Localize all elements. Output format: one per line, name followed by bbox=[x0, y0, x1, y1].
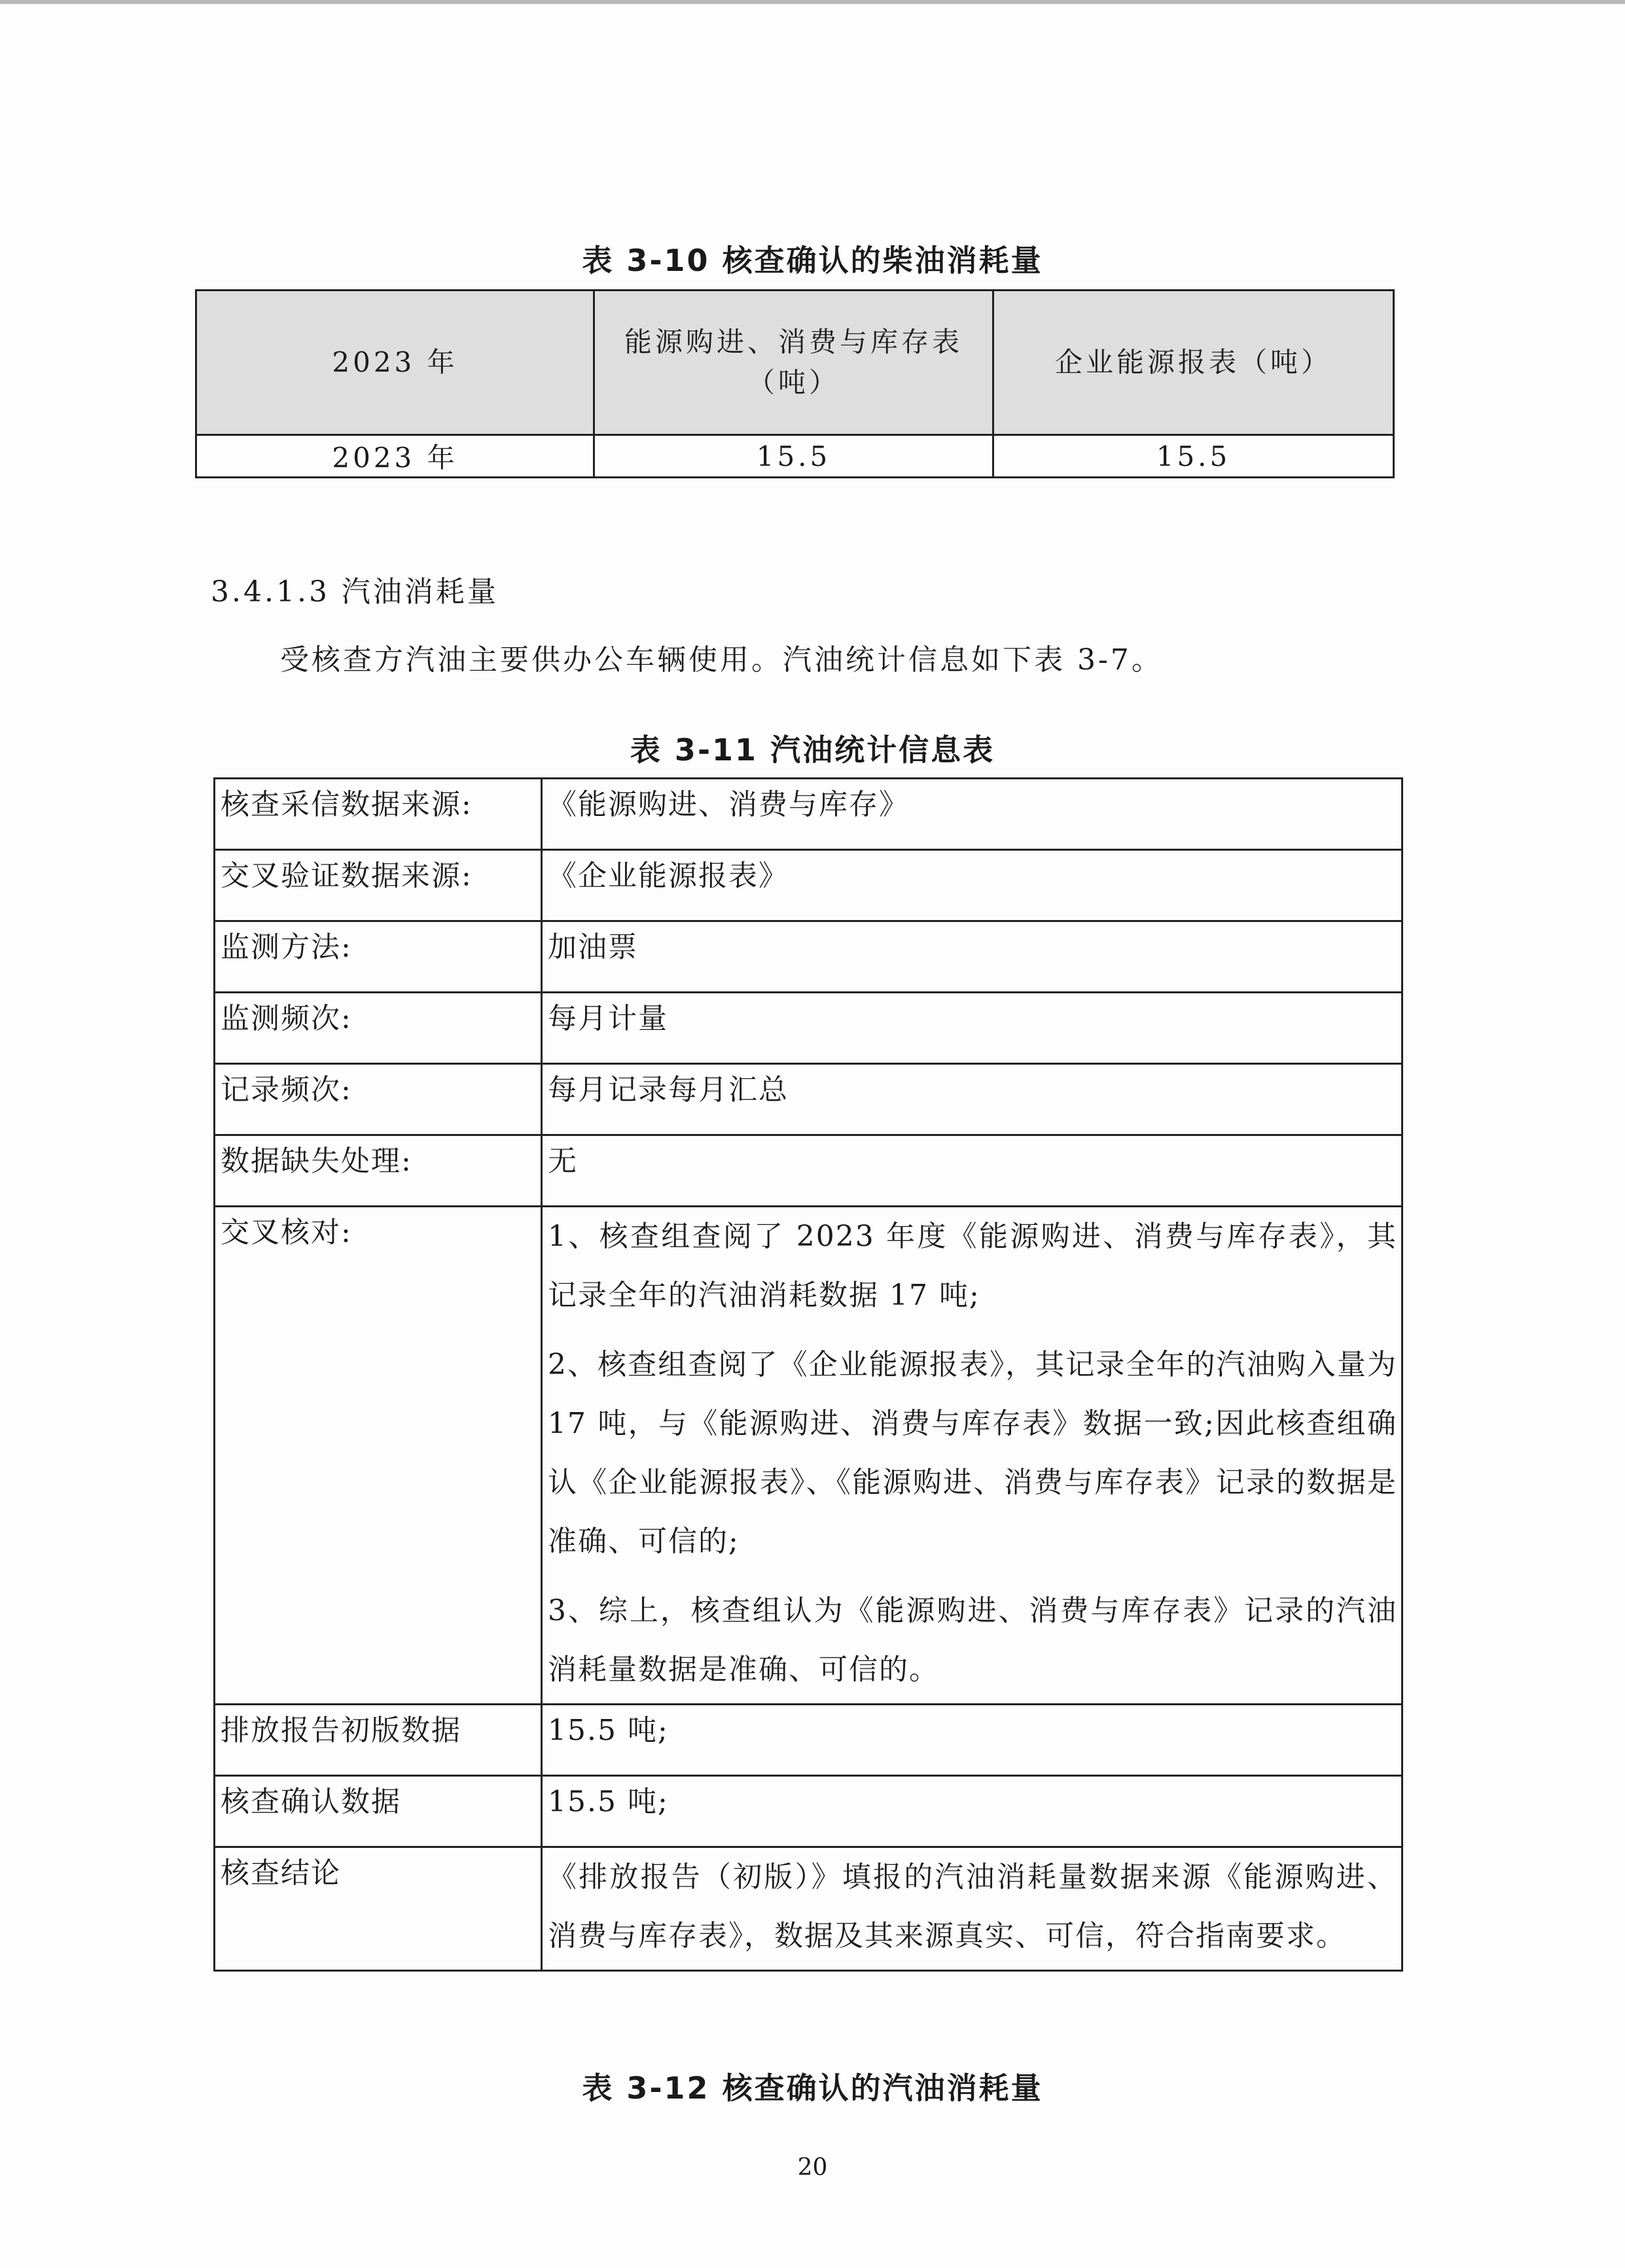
row-key: 核查结论 bbox=[215, 1847, 542, 1971]
row-value: 15.5 吨; bbox=[542, 1705, 1402, 1776]
section-heading: 3.4.1.3 汽油消耗量 bbox=[211, 575, 499, 609]
table-row bbox=[215, 1776, 1402, 1847]
row-key: 交叉核对: bbox=[215, 1207, 542, 1705]
table-row bbox=[215, 993, 1402, 1064]
row-key: 监测频次: bbox=[215, 993, 542, 1064]
row-value: 15.5 吨; bbox=[542, 1776, 1402, 1847]
row-value: 每月记录每月汇总 bbox=[542, 1064, 1402, 1135]
table-header-row bbox=[196, 291, 1394, 435]
row-key: 核查采信数据来源: bbox=[215, 779, 542, 850]
header-energy-purchase: 能源购进、消费与库存表（吨） bbox=[594, 291, 993, 435]
table-row bbox=[196, 435, 1394, 478]
table-row bbox=[215, 921, 1402, 993]
table-3-10-caption: 表 3-10 核查确认的柴油消耗量 bbox=[582, 243, 1043, 278]
row-key: 交叉验证数据来源: bbox=[215, 850, 542, 921]
row-value: 《企业能源报表》 bbox=[542, 850, 1402, 921]
table-3-12-caption: 表 3-12 核查确认的汽油消耗量 bbox=[582, 2070, 1043, 2106]
header-year: 2023 年 bbox=[196, 291, 594, 435]
row-key: 监测方法: bbox=[215, 921, 542, 993]
cell-year: 2023 年 bbox=[196, 435, 594, 478]
cross-check-point-3: 3、综上，核查组认为《能源购进、消费与库存表》记录的汽油消耗量数据是准确、可信的。 bbox=[548, 1594, 1397, 1686]
diesel-consumption-table bbox=[195, 289, 1395, 478]
row-key: 数据缺失处理: bbox=[215, 1135, 542, 1207]
row-key: 记录频次: bbox=[215, 1064, 542, 1135]
top-border-line bbox=[0, 0, 1625, 4]
cross-check-content bbox=[542, 1207, 1402, 1705]
row-value: 加油票 bbox=[542, 921, 1402, 993]
table-row bbox=[215, 779, 1402, 850]
row-key: 核查确认数据 bbox=[215, 1776, 542, 1847]
table-row bbox=[215, 1064, 1402, 1135]
cross-check-point-2: 2、核查组查阅了《企业能源报表》，其记录全年的汽油购入量为 17 吨，与《能源购进、消费与库存表》数据一致;因此核查组确认《企业能源报表》、《能源购进、消费与库存表》记录的数据是准确、可信的; bbox=[548, 1348, 1397, 1558]
table-row bbox=[215, 850, 1402, 921]
cell-energy-purchase-value: 15.5 bbox=[594, 435, 993, 478]
cross-check-point-1: 1、核查组查阅了 2023 年度《能源购进、消费与库存表》，其记录全年的汽油消耗数据 17 吨; bbox=[548, 1220, 1397, 1312]
header-enterprise-report: 企业能源报表（吨） bbox=[993, 291, 1394, 435]
table-row bbox=[215, 1705, 1402, 1776]
section-paragraph: 受核查方汽油主要供办公车辆使用。汽油统计信息如下表 3-7。 bbox=[280, 643, 1163, 677]
table-row bbox=[215, 1135, 1402, 1207]
table-3-11-caption: 表 3-11 汽油统计信息表 bbox=[630, 732, 995, 768]
row-value: 《能源购进、消费与库存》 bbox=[542, 779, 1402, 850]
cross-check-row bbox=[215, 1207, 1402, 1705]
conclusion-value: 《排放报告（初版）》填报的汽油消耗量数据来源《能源购进、消费与库存表》，数据及其来源真实、可信，符合指南要求。 bbox=[542, 1847, 1402, 1971]
conclusion-row bbox=[215, 1847, 1402, 1971]
gasoline-statistics-table bbox=[213, 777, 1403, 1972]
cell-enterprise-report-value: 15.5 bbox=[993, 435, 1394, 478]
page-number: 20 bbox=[797, 2154, 828, 2181]
row-value: 无 bbox=[542, 1135, 1402, 1207]
row-value: 每月计量 bbox=[542, 993, 1402, 1064]
row-key: 排放报告初版数据 bbox=[215, 1705, 542, 1776]
